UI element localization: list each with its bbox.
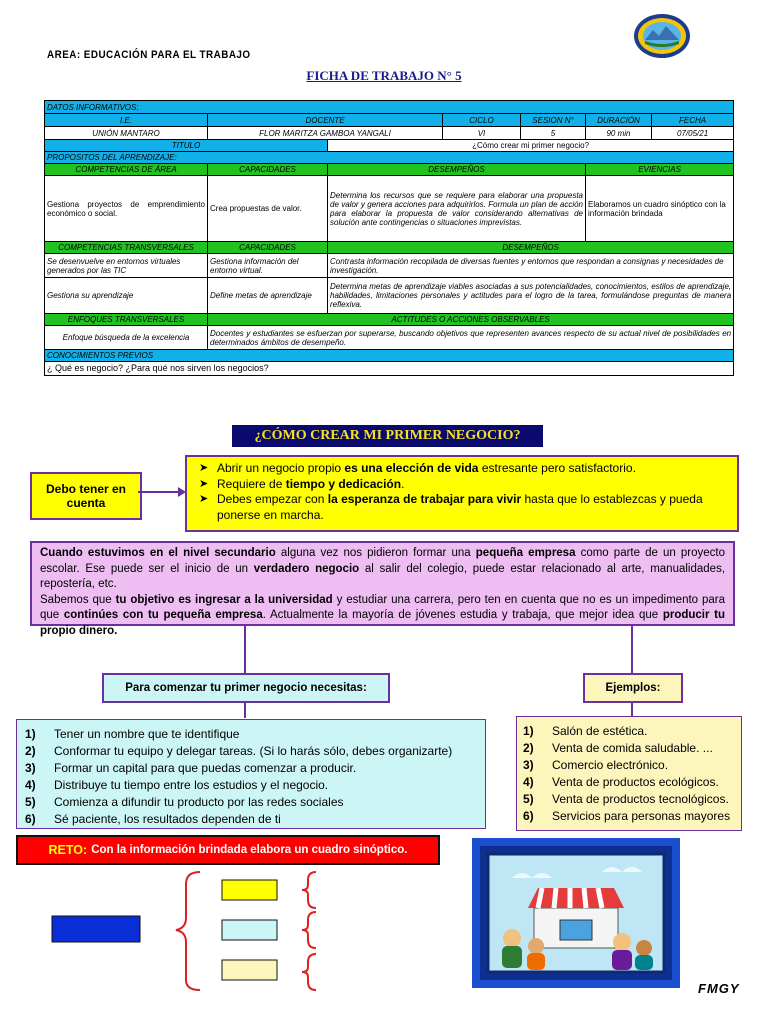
intro-paragraph-2: Sabemos que tu objetivo es ingresar a la universidad y estudiar una carrera, pero ten en cuenta que no es un impedimento para que continúes con tu pequeña empresa. Actualmente la mayoría de jóvenes estudia y trabaja, que mejor idea que producir tu propio dinero. xyxy=(40,593,725,637)
evidencias-label: EVIENCIAS xyxy=(586,164,734,176)
ejemplos-label: Ejemplos: xyxy=(583,673,683,703)
worksheet-title: FICHA DE TRABAJO N° 5 xyxy=(306,68,462,83)
list-item: 3) Comercio electrónico. xyxy=(523,758,669,772)
capacidad-area: Crea propuestas de valor. xyxy=(208,176,328,242)
arrow-bullet-icon: ➤ xyxy=(199,493,209,505)
info-table xyxy=(44,100,733,376)
intro-text-box xyxy=(30,541,735,637)
col-fecha: FECHA xyxy=(652,114,734,127)
main-title: ¿CÓMO CREAR MI PRIMER NEGOCIO? xyxy=(232,425,543,447)
author-signature: FMGY xyxy=(698,981,740,996)
desempenos-label-2: DESEMPEÑOS xyxy=(328,242,734,254)
col-duracion: DURACIÓN xyxy=(586,114,652,127)
sub-brace-3 xyxy=(302,954,316,990)
actitud: Docentes y estudiantes se esfuerzan por superarse, buscando objetivos que representen avances respecto de su actual nivel de posibilidades en determinados ámbitos de desempeño. xyxy=(208,326,734,350)
arrow-connector xyxy=(138,486,186,498)
comp-trans-label: COMPETENCIAS TRANSVERSALES xyxy=(45,242,208,254)
key-points-box xyxy=(185,455,739,532)
evidencia: Elaboramos un cuadro sinóptico con la información brindada xyxy=(586,176,734,242)
col-docente: DOCENTE xyxy=(208,114,443,127)
val-ie: UNIÓN MANTARO xyxy=(45,127,208,140)
sub-box-3 xyxy=(222,960,277,980)
key-point: ➤ Requiere de tiempo y dedicación. xyxy=(199,476,405,491)
school-logo-icon xyxy=(633,13,691,59)
trans-comp-1: Se desenvuelve en entornos virtuales generados por las TIC xyxy=(45,254,208,278)
conocimientos: ¿ Qué es negocio? ¿Para qué nos sirven los negocios? xyxy=(45,362,734,376)
comp-area: Gestiona proyectos de emprendimiento económico o social. xyxy=(45,176,208,242)
trans-comp-2: Gestiona su aprendizaje xyxy=(45,278,208,314)
val-sesion: 5 xyxy=(521,127,586,140)
titulo-label: TITULO xyxy=(45,140,328,152)
titulo-value: ¿Cómo crear mi primer negocio? xyxy=(328,140,734,152)
enfoque: Enfoque búsqueda de la excelencia xyxy=(45,326,208,350)
necesitas-label: Para comenzar tu primer negocio necesitas: xyxy=(102,673,390,703)
col-ie: I.E. xyxy=(45,114,208,127)
list-item: 6) Servicios para personas mayores xyxy=(523,809,731,823)
list-item: 5) Venta de productos tecnológicos. xyxy=(523,792,729,806)
main-brace xyxy=(176,872,200,990)
sub-brace-2 xyxy=(302,912,316,948)
list-item: 5) Comienza a difundir tu producto por las redes sociales xyxy=(25,795,344,809)
val-fecha: 07/05/21 xyxy=(652,127,734,140)
connector-lines xyxy=(0,626,768,718)
list-item: 3) Formar un capital para que puedas comenzar a producir. xyxy=(25,761,357,775)
synoptic-chart-template xyxy=(40,862,340,1002)
sub-box-1 xyxy=(222,880,277,900)
trans-cap-2: Define metas de aprendizaje xyxy=(208,278,328,314)
trans-cap-1: Gestiona información del entorno virtual. xyxy=(208,254,328,278)
necesitas-list xyxy=(16,719,486,829)
propositos-label: PROPOSITOS DEL APRENDIZAJE: xyxy=(45,152,734,164)
list-item: 1) Salón de estética. xyxy=(523,724,648,738)
sub-brace-1 xyxy=(302,872,316,908)
comp-area-label: COMPETENCIAS DE ÁREA xyxy=(45,164,208,176)
intro-paragraph-1: Cuando estuvimos en el nivel secundario alguna vez nos pidieron formar una pequeña empresa como parte de un proyecto escolar. Ese puede ser el inicio de un verdadero negocio al salir del colegio, puede estar relacionado al arte, manualidades, repostería, etc. xyxy=(40,547,726,590)
enfoques-label: ENFOQUES TRANSVERSALES xyxy=(45,314,208,326)
area-label: AREA: EDUCACIÓN PARA EL TRABAJO xyxy=(47,49,251,61)
capacidades-label-2: CAPACIDADES xyxy=(208,242,328,254)
reto-banner: RETO: Con la información brindada elabora un cuadro sinóptico. xyxy=(16,835,440,865)
val-docente: FLOR MARITZA GAMBOA YANGALI xyxy=(208,127,443,140)
arrow-bullet-icon: ➤ xyxy=(199,477,209,490)
list-item: 4) Venta de productos ecológicos. xyxy=(523,775,719,789)
list-item: 2) Venta de comida saludable. ... xyxy=(523,741,713,755)
conocimientos-label: CONOCIMIENTOS PREVIOS xyxy=(45,350,734,362)
list-item: 4) Distribuye tu tiempo entre los estudios y el negocio. xyxy=(25,778,329,792)
val-ciclo: VI xyxy=(443,127,521,140)
main-topic-box xyxy=(52,916,140,942)
debo-tener-box: Debo tener en cuenta xyxy=(30,472,142,520)
val-duracion: 90 min xyxy=(586,127,652,140)
actitudes-label: ACTITUDES O ACCIONES OBSERVABLES xyxy=(208,314,734,326)
desempenos-label: DESEMPEÑOS xyxy=(328,164,586,176)
arrow-bullet-icon: ➤ xyxy=(199,462,209,474)
key-point: ➤ Abrir un negocio propio es una elección de vida estresante pero satisfactorio. xyxy=(199,461,636,475)
sub-box-2 xyxy=(222,920,277,940)
trans-des-2: Determina metas de aprendizaje viables asociadas a sus potencialidades, conocimientos, estilos de aprendizaje, habilidades, limitaciones personales y actitudes para el logro de la tarea, formulándose preguntas de manera reflexiva. xyxy=(328,278,734,314)
desempeno-area: Determina los recursos que se requiere para elaborar una propuesta de valor y genera acciones para adquirirlos. Formula un plan de acción para elaborar la propuesta de valor considerando alternativas de solución ante contingencias o situaciones imprevistas. xyxy=(328,176,586,242)
online-store-illustration-icon xyxy=(472,838,680,988)
list-item: 6) Sé paciente, los resultados dependen de ti xyxy=(25,812,281,826)
ejemplos-list xyxy=(516,716,742,831)
col-sesion: SESION N° xyxy=(521,114,586,127)
trans-des-1: Contrasta información recopilada de diversas fuentes y entornos que respondan a consignas y necesidades de investigación. xyxy=(328,254,734,278)
datos-label: DATOS INFORMATIVOS: xyxy=(45,101,734,114)
list-item: 2) Conformar tu equipo y delegar tareas. (Si lo harás sólo, debes organizarte) xyxy=(25,744,453,758)
list-item: 1) Tener un nombre que te identifique xyxy=(25,727,240,741)
capacidades-label: CAPACIDADES xyxy=(208,164,328,176)
key-point: ➤ Debes empezar con la esperanza de trabajar para vivir hasta que lo establezcas y pueda ponerse en marcha. xyxy=(199,492,703,522)
col-ciclo: CICLO xyxy=(443,114,521,127)
